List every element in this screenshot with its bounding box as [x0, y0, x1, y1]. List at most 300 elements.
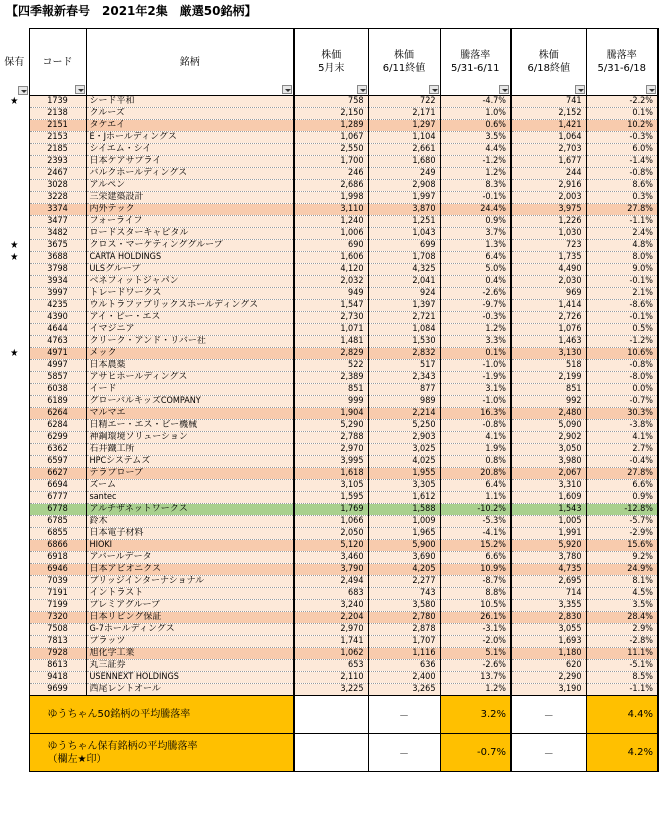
owned-star-cell[interactable] [0, 672, 29, 684]
price-jun18-cell[interactable]: 5,920 [511, 540, 586, 552]
code-cell[interactable]: 6264 [29, 408, 86, 420]
price-may-cell[interactable]: 5,120 [294, 540, 368, 552]
chg-jun11-cell[interactable]: -3.1% [440, 624, 511, 636]
price-jun11-cell[interactable]: 4,025 [368, 456, 440, 468]
price-may-cell[interactable]: 1,998 [294, 192, 368, 204]
code-cell[interactable]: 6777 [29, 492, 86, 504]
price-may-cell[interactable]: 1,769 [294, 504, 368, 516]
chg-jun18-cell[interactable]: 2.4% [586, 228, 658, 240]
price-jun11-cell[interactable]: 1,084 [368, 324, 440, 336]
price-jun11-cell[interactable]: 1,297 [368, 120, 440, 132]
table-row[interactable] [0, 624, 658, 636]
stock-name-cell[interactable]: アサヒホールディングス [86, 372, 294, 384]
table-row[interactable] [0, 276, 658, 288]
price-jun18-cell[interactable]: 2,726 [511, 312, 586, 324]
price-jun18-cell[interactable]: 2,703 [511, 144, 586, 156]
price-may-cell[interactable]: 683 [294, 588, 368, 600]
owned-star-cell[interactable] [0, 456, 29, 468]
chg-jun18-cell[interactable]: 9.0% [586, 264, 658, 276]
price-jun11-cell[interactable]: 2,721 [368, 312, 440, 324]
chg-jun11-cell[interactable]: -1.9% [440, 372, 511, 384]
stock-name-cell[interactable]: ズーム [86, 480, 294, 492]
code-cell[interactable]: 4390 [29, 312, 86, 324]
price-jun18-cell[interactable]: 2,199 [511, 372, 586, 384]
chg-jun18-cell[interactable]: -0.7% [586, 396, 658, 408]
chg-jun11-cell[interactable]: 15.2% [440, 540, 511, 552]
price-may-cell[interactable]: 2,110 [294, 672, 368, 684]
price-jun11-cell[interactable]: 1,708 [368, 252, 440, 264]
stock-name-cell[interactable]: 鈴木 [86, 516, 294, 528]
price-jun11-cell[interactable]: 2,171 [368, 108, 440, 120]
price-jun11-cell[interactable]: 2,878 [368, 624, 440, 636]
stock-name-cell[interactable]: 神鋼環境ソリューション [86, 432, 294, 444]
price-jun11-cell[interactable]: 2,661 [368, 144, 440, 156]
owned-star-cell[interactable] [0, 180, 29, 192]
code-cell[interactable]: 7813 [29, 636, 86, 648]
stock-name-cell[interactable]: イード [86, 384, 294, 396]
stock-name-cell[interactable]: アルチザネットワークス [86, 504, 294, 516]
owned-star-cell[interactable] [0, 528, 29, 540]
chg-jun18-cell[interactable]: -12.8% [586, 504, 658, 516]
owned-star-cell[interactable]: ★ [0, 240, 29, 252]
table-row[interactable] [0, 192, 658, 204]
stock-name-cell[interactable]: CARTA HOLDINGS [86, 252, 294, 264]
table-row[interactable] [0, 504, 658, 516]
chg-jun18-cell[interactable]: 28.4% [586, 612, 658, 624]
price-jun11-cell[interactable]: 989 [368, 396, 440, 408]
price-may-cell[interactable]: 851 [294, 384, 368, 396]
price-jun11-cell[interactable]: 3,305 [368, 480, 440, 492]
stock-name-cell[interactable]: E・Jホールディングス [86, 132, 294, 144]
chg-jun11-cell[interactable]: -5.3% [440, 516, 511, 528]
price-may-cell[interactable]: 1,700 [294, 156, 368, 168]
price-jun11-cell[interactable]: 2,908 [368, 180, 440, 192]
stock-name-cell[interactable]: シード平和 [86, 96, 294, 108]
chg-jun11-cell[interactable]: -1.2% [440, 156, 511, 168]
owned-star-cell[interactable] [0, 204, 29, 216]
owned-star-cell[interactable] [0, 444, 29, 456]
stock-name-cell[interactable]: ブリッジインターナショナル [86, 576, 294, 588]
stock-name-cell[interactable]: 日本アビオニクス [86, 564, 294, 576]
price-jun18-cell[interactable]: 1,463 [511, 336, 586, 348]
stock-name-cell[interactable]: クロス・マーケティンググループ [86, 240, 294, 252]
chg-jun11-cell[interactable]: 3.3% [440, 336, 511, 348]
price-jun18-cell[interactable]: 3,055 [511, 624, 586, 636]
chg-jun11-cell[interactable]: 0.8% [440, 456, 511, 468]
price-jun11-cell[interactable]: 743 [368, 588, 440, 600]
price-may-cell[interactable]: 4,120 [294, 264, 368, 276]
price-jun11-cell[interactable]: 1,530 [368, 336, 440, 348]
chg-jun18-cell[interactable]: 0.0% [586, 384, 658, 396]
chg-jun18-cell[interactable]: 24.9% [586, 564, 658, 576]
code-cell[interactable]: 7928 [29, 648, 86, 660]
code-cell[interactable]: 6284 [29, 420, 86, 432]
code-cell[interactable]: 3997 [29, 288, 86, 300]
chg-jun11-cell[interactable]: 8.3% [440, 180, 511, 192]
price-may-cell[interactable]: 3,460 [294, 552, 368, 564]
table-row[interactable] [0, 156, 658, 168]
stock-name-cell[interactable]: アルペン [86, 180, 294, 192]
code-cell[interactable]: 6299 [29, 432, 86, 444]
chg-jun18-cell[interactable]: -8.6% [586, 300, 658, 312]
code-cell[interactable]: 6597 [29, 456, 86, 468]
price-jun18-cell[interactable]: 518 [511, 360, 586, 372]
owned-star-cell[interactable] [0, 552, 29, 564]
table-row[interactable] [0, 540, 658, 552]
table-row[interactable] [0, 228, 658, 240]
code-cell[interactable]: 2467 [29, 168, 86, 180]
stock-name-cell[interactable]: HPCシステムズ [86, 456, 294, 468]
table-row[interactable] [0, 396, 658, 408]
stock-name-cell[interactable]: 日本電子材料 [86, 528, 294, 540]
price-may-cell[interactable]: 1,062 [294, 648, 368, 660]
price-jun11-cell[interactable]: 3,870 [368, 204, 440, 216]
price-jun11-cell[interactable]: 2,343 [368, 372, 440, 384]
chg-jun11-cell[interactable]: 10.9% [440, 564, 511, 576]
price-jun18-cell[interactable]: 2,290 [511, 672, 586, 684]
chg-jun11-cell[interactable]: 6.4% [440, 480, 511, 492]
chg-jun11-cell[interactable]: 6.6% [440, 552, 511, 564]
table-row[interactable] [0, 564, 658, 576]
price-jun18-cell[interactable]: 1,180 [511, 648, 586, 660]
price-jun18-cell[interactable]: 723 [511, 240, 586, 252]
table-row[interactable] [0, 420, 658, 432]
owned-star-cell[interactable] [0, 372, 29, 384]
price-jun18-cell[interactable]: 1,226 [511, 216, 586, 228]
table-row[interactable] [0, 96, 658, 108]
table-row[interactable] [0, 588, 658, 600]
stock-name-cell[interactable]: 石井鐵工所 [86, 444, 294, 456]
price-jun11-cell[interactable]: 1,588 [368, 504, 440, 516]
price-jun11-cell[interactable]: 3,025 [368, 444, 440, 456]
chg-jun11-cell[interactable]: 3.5% [440, 132, 511, 144]
stock-name-cell[interactable]: アイ・ピー・エス [86, 312, 294, 324]
chg-jun11-cell[interactable]: -1.0% [440, 396, 511, 408]
owned-star-cell[interactable] [0, 108, 29, 120]
chg-jun18-cell[interactable]: -5.7% [586, 516, 658, 528]
price-jun18-cell[interactable]: 2,067 [511, 468, 586, 480]
table-row[interactable] [0, 240, 658, 252]
price-jun11-cell[interactable]: 1,043 [368, 228, 440, 240]
chg-jun11-cell[interactable]: 1.2% [440, 324, 511, 336]
chg-jun11-cell[interactable]: 1.2% [440, 168, 511, 180]
table-row[interactable] [0, 372, 658, 384]
chg-jun11-cell[interactable]: 16.3% [440, 408, 511, 420]
price-jun18-cell[interactable]: 3,980 [511, 456, 586, 468]
table-row[interactable] [0, 108, 658, 120]
price-jun18-cell[interactable]: 5,090 [511, 420, 586, 432]
table-row[interactable] [0, 120, 658, 132]
owned-star-cell[interactable] [0, 576, 29, 588]
table-row[interactable] [0, 324, 658, 336]
owned-star-cell[interactable] [0, 144, 29, 156]
stock-name-cell[interactable]: イントラスト [86, 588, 294, 600]
chg-jun11-cell[interactable]: -9.7% [440, 300, 511, 312]
price-jun11-cell[interactable]: 5,250 [368, 420, 440, 432]
owned-star-cell[interactable] [0, 516, 29, 528]
chg-jun18-cell[interactable]: -2.2% [586, 96, 658, 108]
price-may-cell[interactable]: 1,066 [294, 516, 368, 528]
stock-name-cell[interactable]: マルマエ [86, 408, 294, 420]
code-cell[interactable]: 7508 [29, 624, 86, 636]
table-row[interactable] [0, 264, 658, 276]
price-may-cell[interactable]: 2,204 [294, 612, 368, 624]
chg-jun18-cell[interactable]: 2.1% [586, 288, 658, 300]
stock-name-cell[interactable]: ロードスターキャピタル [86, 228, 294, 240]
price-jun11-cell[interactable]: 3,265 [368, 684, 440, 696]
chg-jun11-cell[interactable]: -8.7% [440, 576, 511, 588]
price-jun18-cell[interactable]: 1,693 [511, 636, 586, 648]
code-cell[interactable]: 6778 [29, 504, 86, 516]
table-row[interactable] [0, 408, 658, 420]
filter-dropdown-icon[interactable] [429, 85, 439, 94]
price-jun18-cell[interactable]: 1,005 [511, 516, 586, 528]
price-jun18-cell[interactable]: 2,695 [511, 576, 586, 588]
stock-name-cell[interactable]: プラッツ [86, 636, 294, 648]
table-row[interactable] [0, 660, 658, 672]
table-row[interactable] [0, 216, 658, 228]
owned-star-cell[interactable] [0, 276, 29, 288]
owned-star-cell[interactable] [0, 300, 29, 312]
chg-jun11-cell[interactable]: 8.8% [440, 588, 511, 600]
filter-dropdown-icon[interactable] [18, 86, 28, 95]
price-jun18-cell[interactable]: 244 [511, 168, 586, 180]
price-jun18-cell[interactable]: 1,677 [511, 156, 586, 168]
price-jun18-cell[interactable]: 1,421 [511, 120, 586, 132]
chg-jun11-cell[interactable]: 13.7% [440, 672, 511, 684]
owned-star-cell[interactable] [0, 660, 29, 672]
stock-name-cell[interactable]: G-7ホールディングス [86, 624, 294, 636]
price-jun18-cell[interactable]: 2,030 [511, 276, 586, 288]
chg-jun18-cell[interactable]: 2.7% [586, 444, 658, 456]
code-cell[interactable]: 3228 [29, 192, 86, 204]
price-may-cell[interactable]: 1,481 [294, 336, 368, 348]
price-may-cell[interactable]: 522 [294, 360, 368, 372]
price-jun18-cell[interactable]: 2,830 [511, 612, 586, 624]
chg-jun18-cell[interactable]: 8.1% [586, 576, 658, 588]
price-jun11-cell[interactable]: 517 [368, 360, 440, 372]
chg-jun18-cell[interactable]: 30.3% [586, 408, 658, 420]
chg-jun11-cell[interactable]: 1.2% [440, 684, 511, 696]
price-jun11-cell[interactable]: 636 [368, 660, 440, 672]
owned-star-cell[interactable] [0, 384, 29, 396]
table-row[interactable] [0, 432, 658, 444]
price-may-cell[interactable]: 3,790 [294, 564, 368, 576]
stock-name-cell[interactable]: プレミアグループ [86, 600, 294, 612]
owned-star-cell[interactable] [0, 648, 29, 660]
code-cell[interactable]: 6038 [29, 384, 86, 396]
price-jun18-cell[interactable]: 2,916 [511, 180, 586, 192]
code-cell[interactable]: 2151 [29, 120, 86, 132]
price-jun18-cell[interactable]: 1,543 [511, 504, 586, 516]
price-jun18-cell[interactable]: 1,076 [511, 324, 586, 336]
chg-jun11-cell[interactable]: 0.6% [440, 120, 511, 132]
price-jun18-cell[interactable]: 4,490 [511, 264, 586, 276]
price-jun18-cell[interactable]: 2,152 [511, 108, 586, 120]
chg-jun11-cell[interactable]: 5.0% [440, 264, 511, 276]
price-jun11-cell[interactable]: 1,955 [368, 468, 440, 480]
table-row[interactable] [0, 360, 658, 372]
price-jun11-cell[interactable]: 1,707 [368, 636, 440, 648]
code-cell[interactable]: 1739 [29, 96, 86, 108]
price-may-cell[interactable]: 2,150 [294, 108, 368, 120]
chg-jun18-cell[interactable]: -2.8% [586, 636, 658, 648]
table-row[interactable] [0, 252, 658, 264]
owned-star-cell[interactable]: ★ [0, 252, 29, 264]
table-row[interactable] [0, 204, 658, 216]
filter-dropdown-icon[interactable] [357, 85, 367, 94]
chg-jun11-cell[interactable]: -10.2% [440, 504, 511, 516]
owned-star-cell[interactable] [0, 480, 29, 492]
price-jun11-cell[interactable]: 2,400 [368, 672, 440, 684]
stock-name-cell[interactable]: 内外テック [86, 204, 294, 216]
price-jun18-cell[interactable]: 714 [511, 588, 586, 600]
chg-jun11-cell[interactable]: -0.3% [440, 312, 511, 324]
price-may-cell[interactable]: 3,225 [294, 684, 368, 696]
chg-jun18-cell[interactable]: 4.8% [586, 240, 658, 252]
owned-star-cell[interactable] [0, 396, 29, 408]
price-jun18-cell[interactable]: 3,190 [511, 684, 586, 696]
chg-jun11-cell[interactable]: 0.4% [440, 276, 511, 288]
owned-star-cell[interactable] [0, 540, 29, 552]
table-row[interactable] [0, 456, 658, 468]
chg-jun11-cell[interactable]: -0.1% [440, 192, 511, 204]
filter-dropdown-icon[interactable] [575, 85, 585, 94]
filter-dropdown-icon[interactable] [75, 85, 85, 94]
stock-name-cell[interactable]: フォーライフ [86, 216, 294, 228]
stock-name-cell[interactable]: バルクホールディングス [86, 168, 294, 180]
code-cell[interactable]: 6694 [29, 480, 86, 492]
chg-jun11-cell[interactable]: 1.9% [440, 444, 511, 456]
chg-jun18-cell[interactable]: 3.5% [586, 600, 658, 612]
table-row[interactable] [0, 576, 658, 588]
code-cell[interactable]: 3798 [29, 264, 86, 276]
chg-jun18-cell[interactable]: -0.1% [586, 276, 658, 288]
price-jun11-cell[interactable]: 3,690 [368, 552, 440, 564]
owned-star-cell[interactable] [0, 684, 29, 696]
code-cell[interactable]: 9699 [29, 684, 86, 696]
owned-star-cell[interactable] [0, 624, 29, 636]
price-may-cell[interactable]: 3,110 [294, 204, 368, 216]
chg-jun11-cell[interactable]: 6.4% [440, 252, 511, 264]
price-jun11-cell[interactable]: 2,832 [368, 348, 440, 360]
chg-jun18-cell[interactable]: -1.1% [586, 684, 658, 696]
chg-jun11-cell[interactable]: 0.9% [440, 216, 511, 228]
stock-name-cell[interactable]: 西尾レントオール [86, 684, 294, 696]
code-cell[interactable]: 9418 [29, 672, 86, 684]
table-row[interactable] [0, 348, 658, 360]
code-cell[interactable]: 3477 [29, 216, 86, 228]
owned-star-cell[interactable] [0, 216, 29, 228]
price-jun11-cell[interactable]: 1,397 [368, 300, 440, 312]
chg-jun18-cell[interactable]: 27.8% [586, 204, 658, 216]
price-may-cell[interactable]: 1,240 [294, 216, 368, 228]
filter-dropdown-icon[interactable] [282, 85, 292, 94]
code-cell[interactable]: 3675 [29, 240, 86, 252]
owned-star-cell[interactable] [0, 120, 29, 132]
chg-jun18-cell[interactable]: 6.0% [586, 144, 658, 156]
price-jun18-cell[interactable]: 1,991 [511, 528, 586, 540]
table-row[interactable] [0, 492, 658, 504]
stock-name-cell[interactable]: 三栄建築設計 [86, 192, 294, 204]
price-jun11-cell[interactable]: 2,277 [368, 576, 440, 588]
owned-star-cell[interactable] [0, 492, 29, 504]
code-cell[interactable]: 2138 [29, 108, 86, 120]
price-jun18-cell[interactable]: 2,902 [511, 432, 586, 444]
chg-jun11-cell[interactable]: 3.1% [440, 384, 511, 396]
chg-jun18-cell[interactable]: 27.8% [586, 468, 658, 480]
code-cell[interactable]: 6918 [29, 552, 86, 564]
chg-jun11-cell[interactable]: 24.4% [440, 204, 511, 216]
chg-jun11-cell[interactable]: 3.7% [440, 228, 511, 240]
code-cell[interactable]: 6362 [29, 444, 86, 456]
table-row[interactable] [0, 684, 658, 696]
chg-jun18-cell[interactable]: 10.2% [586, 120, 658, 132]
table-row[interactable] [0, 552, 658, 564]
owned-star-cell[interactable] [0, 168, 29, 180]
stock-name-cell[interactable]: USENNEXT HOLDINGS [86, 672, 294, 684]
table-row[interactable] [0, 516, 658, 528]
chg-jun18-cell[interactable]: 2.9% [586, 624, 658, 636]
chg-jun18-cell[interactable]: 6.6% [586, 480, 658, 492]
chg-jun11-cell[interactable]: 5.1% [440, 648, 511, 660]
price-jun11-cell[interactable]: 924 [368, 288, 440, 300]
table-row[interactable] [0, 480, 658, 492]
owned-star-cell[interactable] [0, 600, 29, 612]
price-jun11-cell[interactable]: 877 [368, 384, 440, 396]
chg-jun18-cell[interactable]: 15.6% [586, 540, 658, 552]
stock-name-cell[interactable]: メック [86, 348, 294, 360]
chg-jun18-cell[interactable]: -0.8% [586, 360, 658, 372]
chg-jun18-cell[interactable]: 0.1% [586, 108, 658, 120]
price-may-cell[interactable]: 1,006 [294, 228, 368, 240]
price-may-cell[interactable]: 2,550 [294, 144, 368, 156]
price-jun11-cell[interactable]: 2,903 [368, 432, 440, 444]
price-may-cell[interactable]: 653 [294, 660, 368, 672]
chg-jun11-cell[interactable]: 20.8% [440, 468, 511, 480]
owned-star-cell[interactable] [0, 132, 29, 144]
owned-star-cell[interactable] [0, 228, 29, 240]
price-jun11-cell[interactable]: 1,251 [368, 216, 440, 228]
code-cell[interactable]: 2185 [29, 144, 86, 156]
price-jun11-cell[interactable]: 2,780 [368, 612, 440, 624]
code-cell[interactable]: 3688 [29, 252, 86, 264]
price-may-cell[interactable]: 949 [294, 288, 368, 300]
code-cell[interactable]: 7199 [29, 600, 86, 612]
owned-star-cell[interactable] [0, 432, 29, 444]
price-may-cell[interactable]: 2,970 [294, 444, 368, 456]
code-cell[interactable]: 7191 [29, 588, 86, 600]
table-row[interactable] [0, 180, 658, 192]
price-jun18-cell[interactable]: 1,609 [511, 492, 586, 504]
stock-name-cell[interactable]: HIOKI [86, 540, 294, 552]
price-may-cell[interactable]: 3,105 [294, 480, 368, 492]
price-jun18-cell[interactable]: 3,975 [511, 204, 586, 216]
owned-star-cell[interactable] [0, 156, 29, 168]
stock-name-cell[interactable]: タケエイ [86, 120, 294, 132]
stock-name-cell[interactable]: 日本農薬 [86, 360, 294, 372]
chg-jun11-cell[interactable]: 4.1% [440, 432, 511, 444]
chg-jun11-cell[interactable]: 10.5% [440, 600, 511, 612]
price-may-cell[interactable]: 1,289 [294, 120, 368, 132]
chg-jun18-cell[interactable]: 11.1% [586, 648, 658, 660]
table-row[interactable] [0, 444, 658, 456]
owned-star-cell[interactable] [0, 564, 29, 576]
price-jun18-cell[interactable]: 851 [511, 384, 586, 396]
filter-dropdown-icon[interactable] [646, 85, 656, 94]
chg-jun18-cell[interactable]: -1.4% [586, 156, 658, 168]
price-may-cell[interactable]: 758 [294, 96, 368, 108]
